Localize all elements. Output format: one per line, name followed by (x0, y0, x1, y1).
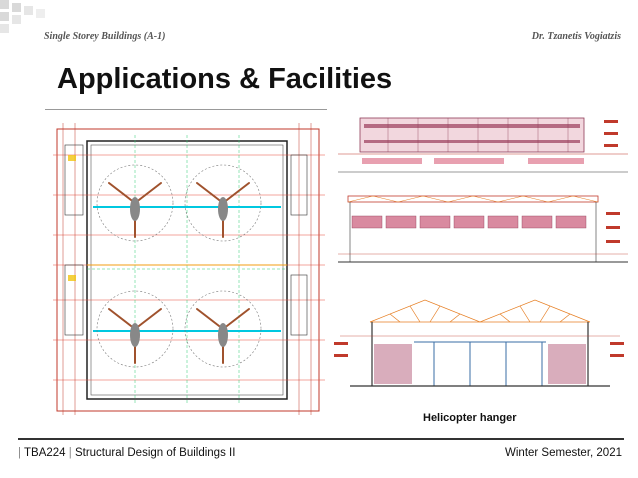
footer-course-code: TBA224 (24, 447, 66, 459)
slide-title: Applications & Facilities (57, 63, 393, 95)
longitudinal-section (338, 186, 628, 274)
decorative-square (12, 3, 21, 12)
decorative-square (0, 24, 9, 33)
footer-course-name: Structural Design of Buildings II (74, 447, 236, 459)
figure-caption: Helicopter hanger (423, 412, 517, 424)
footer-course (18, 447, 235, 459)
footer-separator: | (18, 447, 21, 459)
decorative-square (0, 0, 9, 9)
header-author: Dr. Tzanetis Vogiatzis (531, 31, 621, 42)
decorative-square (12, 15, 21, 24)
cross-section (330, 292, 628, 396)
footer-divider (18, 438, 624, 440)
header-section-label: Single Storey Buildings (A-1) (44, 31, 166, 42)
decorative-square (36, 9, 45, 18)
footer-semester: Winter Semester, 2021 (505, 447, 622, 459)
title-underline (45, 109, 327, 110)
decorative-square (0, 12, 9, 21)
front-elevation (338, 112, 628, 180)
hangar-floor-plan (43, 115, 331, 421)
decorative-square (24, 6, 33, 15)
footer-separator: | (68, 447, 72, 459)
